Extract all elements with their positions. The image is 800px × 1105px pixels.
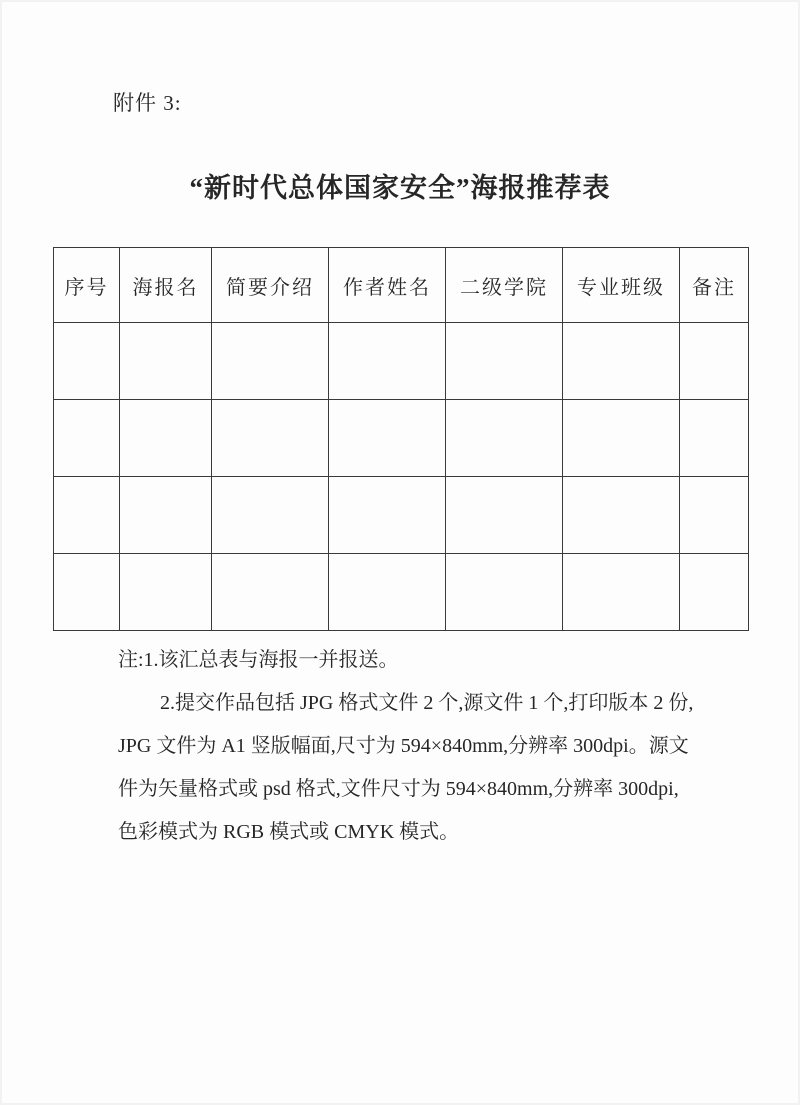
page-title: “新时代总体国家安全”海报推荐表 <box>189 173 611 203</box>
table-cell <box>329 554 446 631</box>
table-row <box>54 400 749 477</box>
table-cell <box>329 477 446 554</box>
header-cell-serial-number: 序号 <box>54 248 120 323</box>
table-cell <box>212 554 329 631</box>
header-cell-brief-intro: 简要介绍 <box>212 248 329 323</box>
table-cell <box>54 554 120 631</box>
table-header-row <box>54 248 749 323</box>
table-cell <box>446 554 563 631</box>
table-cell <box>446 400 563 477</box>
note-line-2: 2.提交作品包括 JPG 格式文件 2 个,源文件 1 个,打印版本 2 份, <box>160 692 694 714</box>
table-cell <box>120 323 212 400</box>
table-cell <box>54 323 120 400</box>
header-cell-poster-name: 海报名 <box>120 248 212 323</box>
table-cell <box>120 554 212 631</box>
notes-section <box>118 639 703 854</box>
note-line-3: JPG 文件为 A1 竖版幅面,尺寸为 594×840mm,分辨率 300dpi。源文 <box>118 735 689 757</box>
table-cell <box>54 400 120 477</box>
table-cell <box>563 400 680 477</box>
table-cell <box>120 400 212 477</box>
table-cell <box>446 477 563 554</box>
header-cell-author-name: 作者姓名 <box>329 248 446 323</box>
note-line-1: 注:1.该汇总表与海报一并报送。 <box>118 649 399 671</box>
header-cell-major-class: 专业班级 <box>563 248 680 323</box>
note-line-4: 件为矢量格式或 psd 格式,文件尺寸为 594×840mm,分辨率 300dpi, <box>118 778 679 800</box>
table-cell <box>680 554 749 631</box>
table-cell <box>680 477 749 554</box>
table-row <box>54 323 749 400</box>
table-cell <box>212 400 329 477</box>
table-cell <box>212 477 329 554</box>
table-row <box>54 554 749 631</box>
recommendation-table <box>53 247 749 631</box>
header-cell-college: 二级学院 <box>446 248 563 323</box>
table-cell <box>446 323 563 400</box>
note-line-5: 色彩模式为 RGB 模式或 CMYK 模式。 <box>118 821 460 843</box>
table-cell <box>329 323 446 400</box>
table-cell <box>329 400 446 477</box>
table-cell <box>54 477 120 554</box>
header-cell-remarks: 备注 <box>680 248 749 323</box>
table-cell <box>563 554 680 631</box>
table-cell <box>563 323 680 400</box>
table-cell <box>212 323 329 400</box>
attachment-label: 附件 3: <box>113 91 182 115</box>
table-cell <box>680 400 749 477</box>
table-row <box>54 477 749 554</box>
table-cell <box>563 477 680 554</box>
table-cell <box>120 477 212 554</box>
table-cell <box>680 323 749 400</box>
